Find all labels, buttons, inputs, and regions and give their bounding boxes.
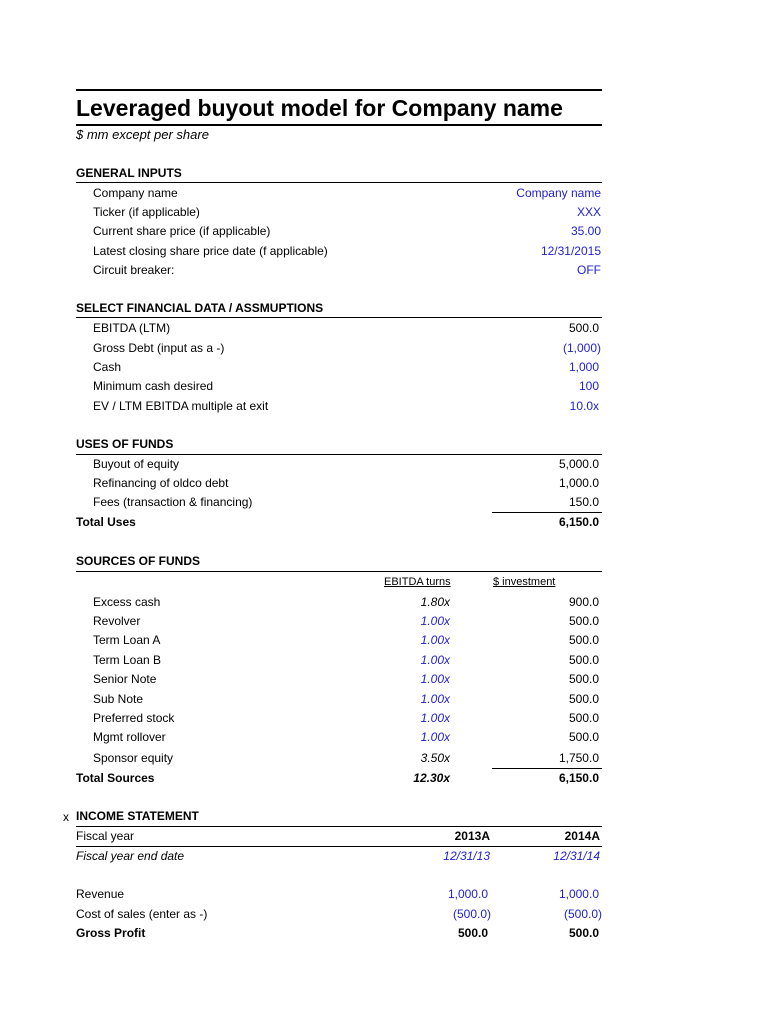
value-cell: 5,000.0 xyxy=(558,457,599,471)
fiscal-year-cell: 2013A xyxy=(454,829,490,843)
input-cell[interactable]: 10.0x xyxy=(569,399,599,413)
input-cell[interactable]: (1,000) xyxy=(562,341,601,355)
total-rule xyxy=(492,512,602,513)
section-rule xyxy=(76,454,602,455)
row-label: EBITDA (LTM) xyxy=(93,321,171,335)
investment-cell: 500.0 xyxy=(568,633,599,647)
input-cell[interactable]: 1,000.0 xyxy=(558,887,599,901)
row-label: Term Loan B xyxy=(93,653,162,667)
turns-input-cell[interactable]: 1.00x xyxy=(420,672,450,686)
column-header-ebitda-turns: EBITDA turns xyxy=(384,576,451,588)
value-cell: 1,000.0 xyxy=(558,476,599,490)
section-heading-general-inputs: GENERAL INPUTS xyxy=(76,166,182,180)
turns-input-cell[interactable]: 1.00x xyxy=(420,692,450,706)
row-label: EV / LTM EBITDA multiple at exit xyxy=(93,399,269,413)
investment-cell: 500.0 xyxy=(568,653,599,667)
row-label: Buyout of equity xyxy=(93,457,180,471)
row-label: Company name xyxy=(93,186,178,200)
title-rule xyxy=(76,124,602,126)
total-uses-label: Total Uses xyxy=(76,515,136,529)
row-label: Cost of sales (enter as -) xyxy=(76,907,208,921)
section-heading-uses-of-funds: USES OF FUNDS xyxy=(76,437,174,451)
fiscal-end-date-input[interactable]: 12/31/14 xyxy=(553,849,600,863)
fiscal-year-cell: 2014A xyxy=(564,829,600,843)
value-cell: 500.0 xyxy=(568,321,599,335)
input-cell[interactable]: (500.0) xyxy=(563,907,602,921)
fiscal-year-label: Fiscal year xyxy=(76,829,135,843)
input-cell[interactable]: (500.0) xyxy=(452,907,491,921)
investment-cell: 500.0 xyxy=(568,730,599,744)
investment-cell: 500.0 xyxy=(568,711,599,725)
row-label: Cash xyxy=(93,360,122,374)
value-cell: 150.0 xyxy=(568,495,599,509)
row-label: Sponsor equity xyxy=(93,751,174,765)
fiscal-year-rule xyxy=(76,846,602,847)
investment-cell: 500.0 xyxy=(568,672,599,686)
section-rule xyxy=(76,826,602,827)
page-subtitle: $ mm except per share xyxy=(76,127,209,142)
turns-input-cell[interactable]: 1.00x xyxy=(420,730,450,744)
row-label: Minimum cash desired xyxy=(93,379,214,393)
row-label: Mgmt rollover xyxy=(93,730,166,744)
row-label: Gross Debt (input as a -) xyxy=(93,341,225,355)
investment-cell: 1,750.0 xyxy=(558,751,599,765)
input-cell[interactable]: OFF xyxy=(577,263,601,277)
turns-input-cell[interactable]: 1.00x xyxy=(420,614,450,628)
investment-cell: 900.0 xyxy=(568,595,599,609)
section-heading-income-statement: INCOME STATEMENT xyxy=(76,809,199,823)
gross-profit-value: 500.0 xyxy=(457,926,488,940)
page-title: Leveraged buyout model for Company name xyxy=(76,95,563,121)
row-label: Current share price (if applicable) xyxy=(93,224,271,238)
row-label: Excess cash xyxy=(93,595,161,609)
gross-profit-label: Gross Profit xyxy=(76,926,146,940)
input-cell[interactable]: 1,000 xyxy=(568,360,599,374)
section-heading-sources-of-funds: SOURCES OF FUNDS xyxy=(76,554,201,568)
turns-input-cell[interactable]: 1.00x xyxy=(420,653,450,667)
row-label: Term Loan A xyxy=(93,633,161,647)
investment-cell: 500.0 xyxy=(568,614,599,628)
input-cell[interactable]: 12/31/2015 xyxy=(540,244,601,258)
turns-input-cell[interactable]: 1.00x xyxy=(420,711,450,725)
section-heading-financial-data: SELECT FINANCIAL DATA / ASSMUPTIONS xyxy=(76,301,324,315)
row-label: Sub Note xyxy=(93,692,144,706)
fiscal-end-date-input[interactable]: 12/31/13 xyxy=(443,849,490,863)
turns-cell: 1.80x xyxy=(420,595,450,609)
total-uses-value: 6,150.0 xyxy=(558,515,599,529)
column-header-investment: $ investment xyxy=(493,576,556,588)
row-label: Refinancing of oldco debt xyxy=(93,476,229,490)
input-cell[interactable]: 35.00 xyxy=(570,224,601,238)
input-cell[interactable]: Company name xyxy=(516,186,601,200)
row-marker: x xyxy=(63,810,69,824)
fiscal-end-date-label: Fiscal year end date xyxy=(76,849,185,863)
turns-input-cell[interactable]: 1.00x xyxy=(420,633,450,647)
total-turns-value: 12.30x xyxy=(413,771,450,785)
gross-profit-value: 500.0 xyxy=(568,926,599,940)
row-label: Ticker (if applicable) xyxy=(93,205,200,219)
row-label: Revolver xyxy=(93,614,141,628)
section-rule xyxy=(76,571,602,572)
investment-cell: 500.0 xyxy=(568,692,599,706)
row-label: Fees (transaction & financing) xyxy=(93,495,253,509)
section-rule xyxy=(76,182,602,183)
total-rule xyxy=(492,768,602,769)
row-label: Preferred stock xyxy=(93,711,175,725)
top-rule xyxy=(76,89,602,91)
section-rule xyxy=(76,317,602,318)
total-sources-label: Total Sources xyxy=(76,771,155,785)
row-label: Senior Note xyxy=(93,672,157,686)
turns-cell: 3.50x xyxy=(420,751,450,765)
input-cell[interactable]: 1,000.0 xyxy=(447,887,488,901)
row-label: Latest closing share price date (f applicable) xyxy=(93,244,328,258)
input-cell[interactable]: XXX xyxy=(576,205,601,219)
row-label: Circuit breaker: xyxy=(93,263,175,277)
total-investment-value: 6,150.0 xyxy=(558,771,599,785)
row-label: Revenue xyxy=(76,887,125,901)
input-cell[interactable]: 100 xyxy=(578,379,599,393)
